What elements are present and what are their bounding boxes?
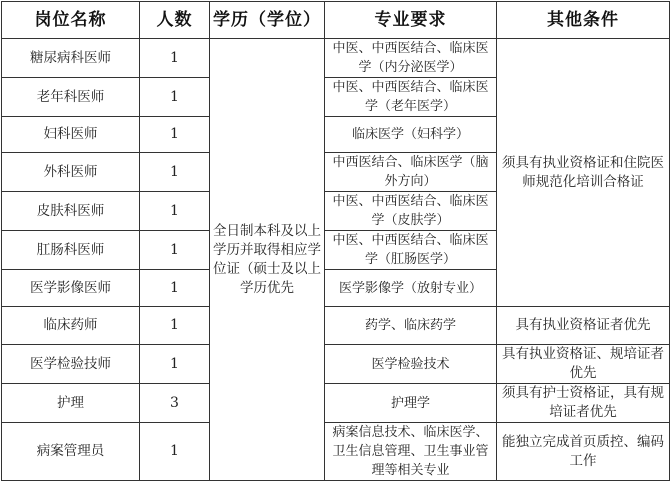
position-cell: 外科医师	[2, 153, 140, 192]
table-row	[2, 307, 670, 345]
major-cell: 中医、中西医结合、临床医学（肛肠医学）	[325, 231, 497, 270]
count-cell: 1	[140, 39, 210, 78]
count-cell: 1	[140, 270, 210, 307]
table-row	[2, 39, 670, 78]
position-cell: 妇科医师	[2, 117, 140, 153]
count-cell: 1	[140, 117, 210, 153]
count-cell: 1	[140, 192, 210, 231]
position-cell: 临床药师	[2, 307, 140, 345]
other-conditions-cell: 具有执业资格证、规培证者优先	[497, 345, 670, 384]
major-cell: 中医、中西医结合、临床医学（内分泌医学）	[325, 39, 497, 78]
position-cell: 糖尿病科医师	[2, 39, 140, 78]
count-cell: 1	[140, 423, 210, 481]
header-other: 其他条件	[497, 2, 670, 39]
header-education: 学历（学位）	[210, 2, 325, 39]
table-row	[2, 384, 670, 423]
position-cell: 护理	[2, 384, 140, 423]
recruitment-table	[1, 1, 670, 481]
count-cell: 3	[140, 384, 210, 423]
major-cell: 病案信息技术、临床医学、卫生信息管理、卫生事业管理等相关专业	[325, 423, 497, 481]
major-cell: 中西医结合、临床医学（脑外方向）	[325, 153, 497, 192]
major-cell: 护理学	[325, 384, 497, 423]
position-cell: 病案管理员	[2, 423, 140, 481]
other-conditions-cell: 能独立完成首页质控、编码工作	[497, 423, 670, 481]
education-requirement-cell: 全日制本科及以上学历并取得相应学位证（硕士及以上学历优先	[210, 39, 325, 481]
position-cell: 肛肠科医师	[2, 231, 140, 270]
position-cell: 医学检验技师	[2, 345, 140, 384]
other-conditions-shared-cell: 须具有执业资格证和住院医师规范化培训合格证	[497, 39, 670, 307]
table-row	[2, 423, 670, 481]
major-cell: 中医、中西医结合、临床医学（皮肤学）	[325, 192, 497, 231]
header-count: 人数	[140, 2, 210, 39]
count-cell: 1	[140, 307, 210, 345]
header-major: 专业要求	[325, 2, 497, 39]
count-cell: 1	[140, 78, 210, 117]
position-cell: 皮肤科医师	[2, 192, 140, 231]
count-cell: 1	[140, 345, 210, 384]
position-cell: 医学影像医师	[2, 270, 140, 307]
major-cell: 药学、临床药学	[325, 307, 497, 345]
major-cell: 中医、中西医结合、临床医学（老年医学）	[325, 78, 497, 117]
header-row	[2, 2, 670, 39]
major-cell: 医学检验技术	[325, 345, 497, 384]
position-cell: 老年科医师	[2, 78, 140, 117]
count-cell: 1	[140, 153, 210, 192]
table-row	[2, 345, 670, 384]
count-cell: 1	[140, 231, 210, 270]
other-conditions-cell: 具有执业资格证者优先	[497, 307, 670, 345]
header-position: 岗位名称	[2, 2, 140, 39]
other-conditions-cell: 须具有护士资格证，具有规培证者优先	[497, 384, 670, 423]
major-cell: 医学影像学（放射专业）	[325, 270, 497, 307]
major-cell: 临床医学（妇科学）	[325, 117, 497, 153]
